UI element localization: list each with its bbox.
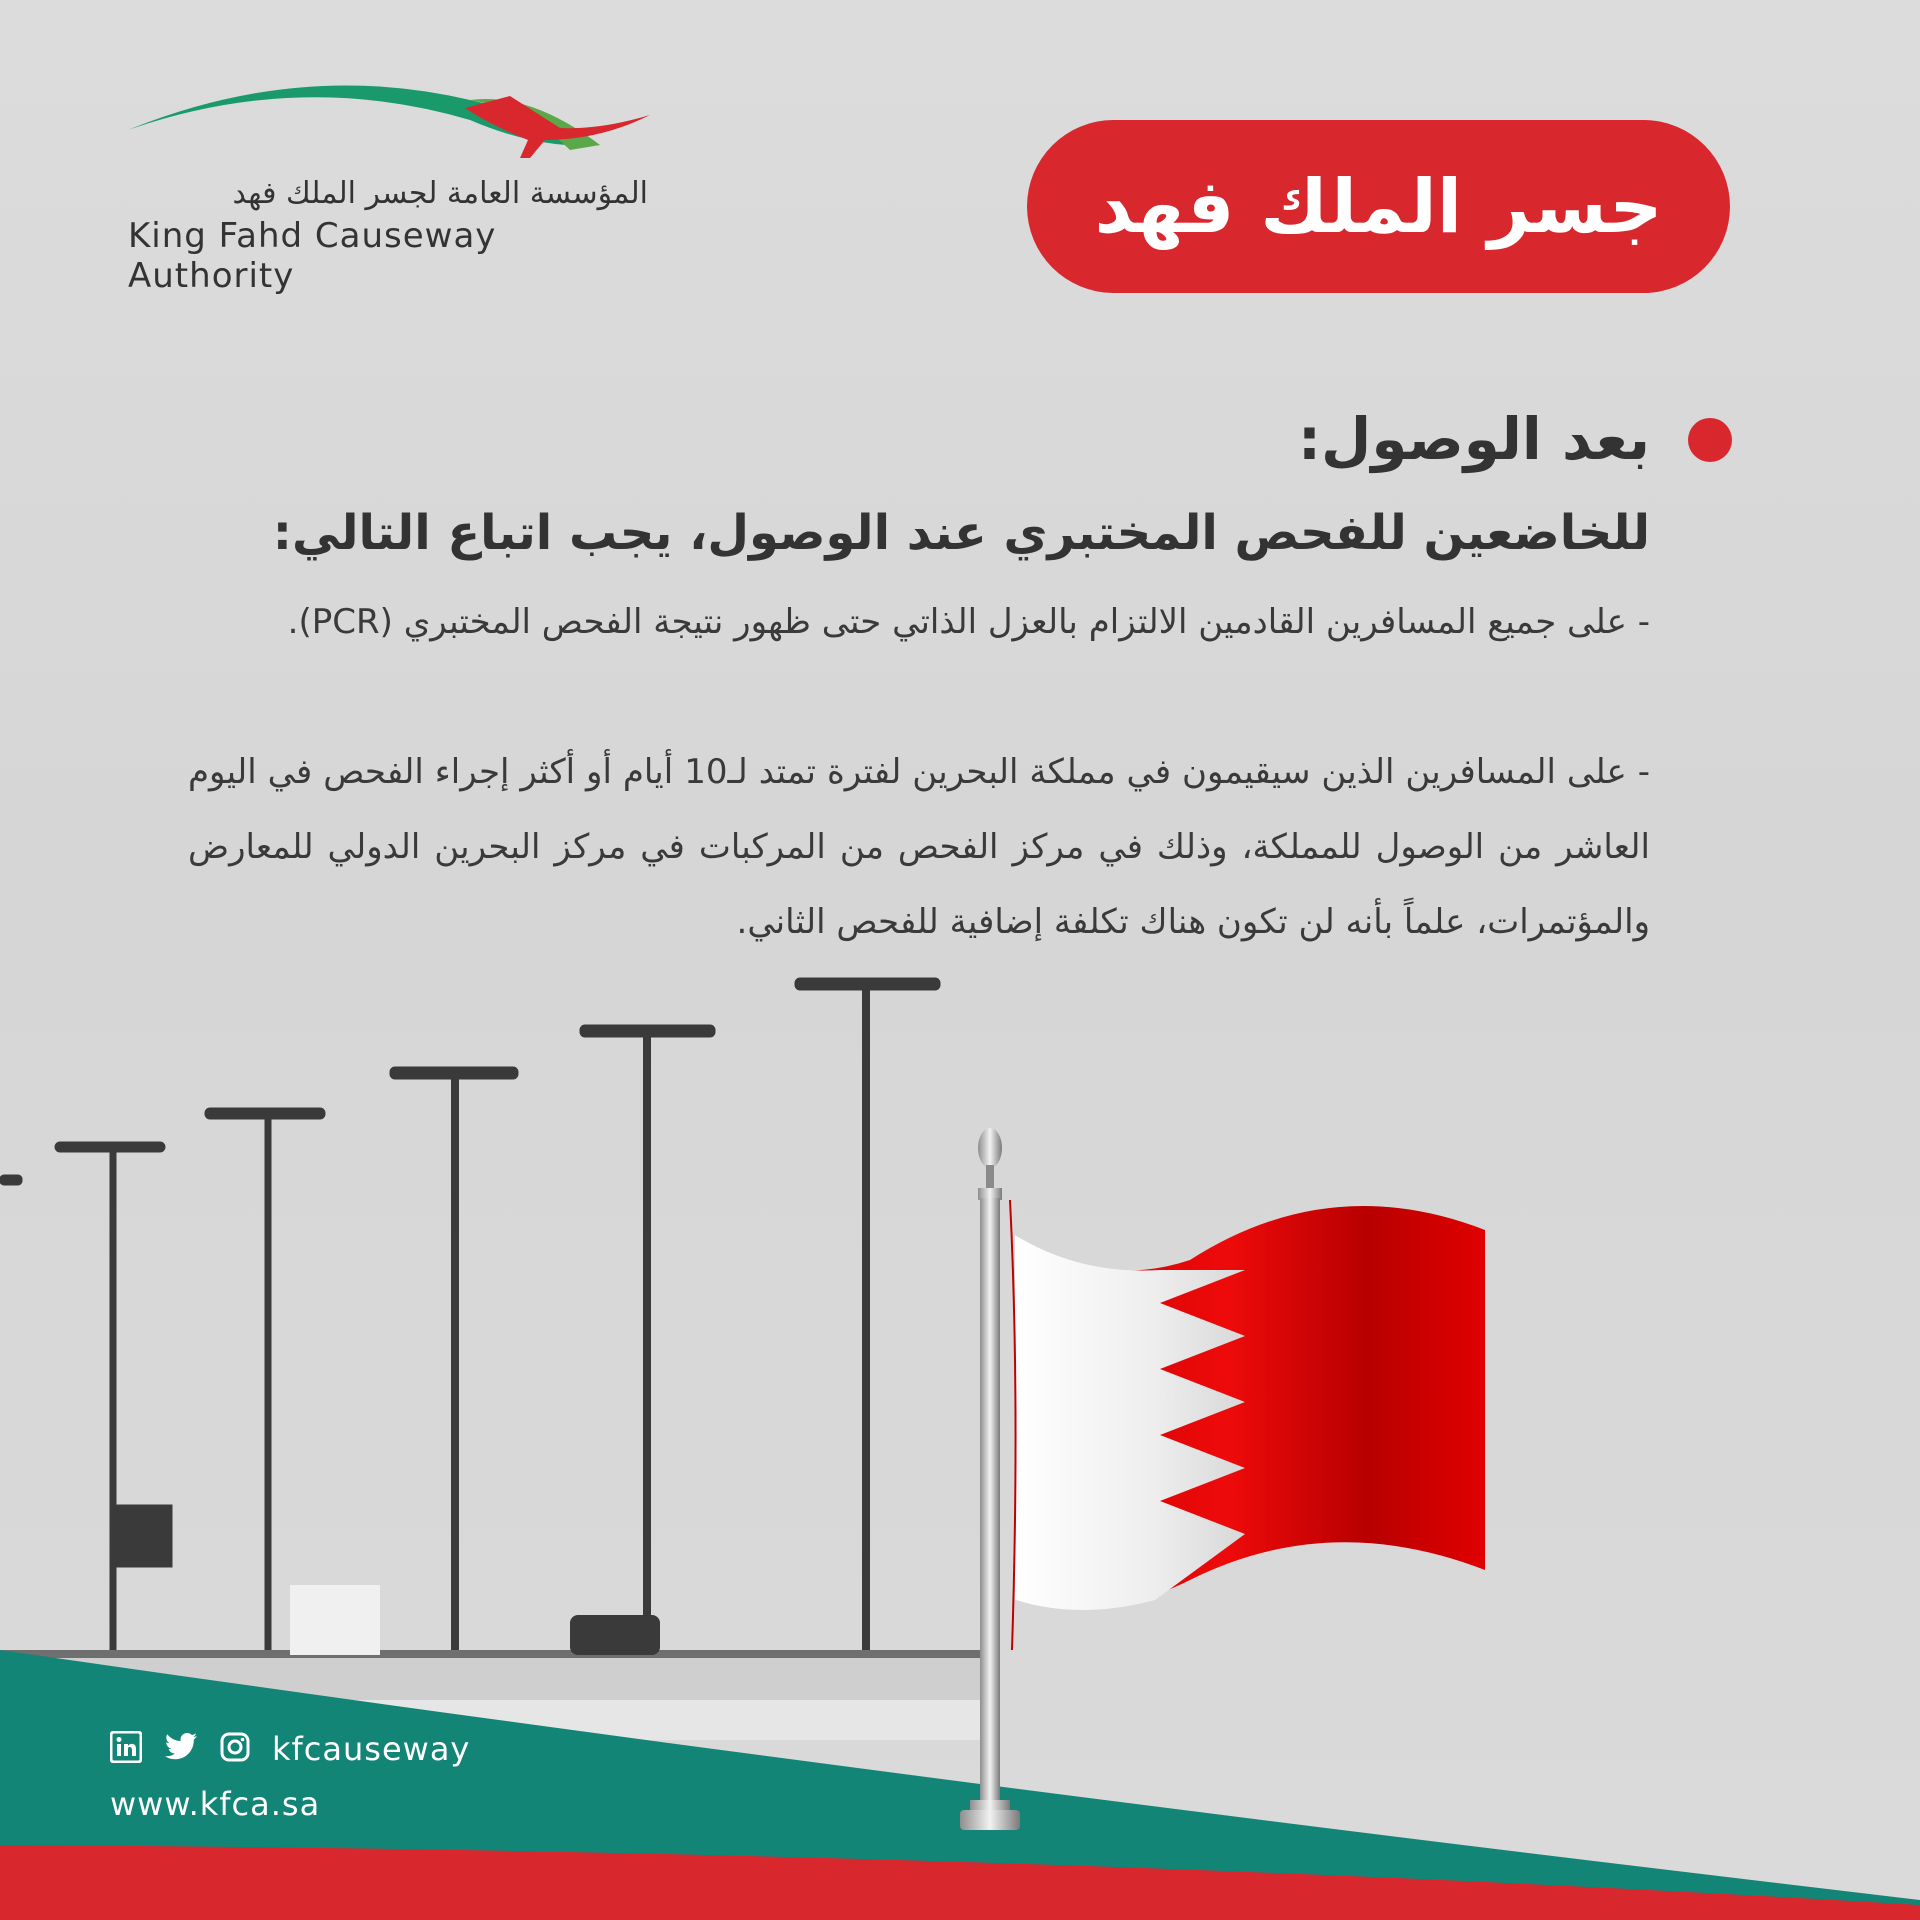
logo-english-name: King Fahd Causeway Authority [128, 216, 497, 296]
bullet-dot-icon [1688, 418, 1732, 462]
linkedin-icon[interactable] [110, 1731, 142, 1767]
section-subheading: للخاضعين للفحص المختبري عند الوصول، يجب اتباع التالي: [272, 505, 1650, 561]
social-handle[interactable]: kfcauseway [272, 1730, 471, 1768]
twitter-icon[interactable] [164, 1732, 198, 1766]
section-heading: بعد الوصول: [1297, 405, 1650, 473]
bahrain-flag [1010, 1200, 1485, 1650]
website-link[interactable]: www.kfca.sa [110, 1785, 321, 1823]
paragraph-2: - على المسافرين الذين سيقيمون في مملكة البحرين لفترة تمتد لـ10 أيام أو أكثر إجراء الفحص في اليوم العاشر من الوصول للمملكة، وذلك في مركز الفحص من المركبات في مركز البحرين الدولي للمعارض والمؤتمرات، علماً بأنه لن تكون هناك تكلفة إضافية للفحص الثاني. [188, 752, 1651, 942]
title-badge-text: جسر الملك فهد [1094, 163, 1663, 250]
logo-emblem [128, 85, 650, 158]
logo-arabic-name: المؤسسة العامة لجسر الملك فهد [232, 176, 648, 211]
instagram-icon[interactable] [220, 1732, 250, 1766]
title-badge [1027, 120, 1730, 293]
social-bar [110, 1730, 470, 1768]
paragraph-1: - على جميع المسافرين القادمين الالتزام بالعزل الذاتي حتى ظهور نتيجة الفحص المختبري (PCR). [287, 602, 1650, 642]
street-lamps [0, 978, 940, 1680]
